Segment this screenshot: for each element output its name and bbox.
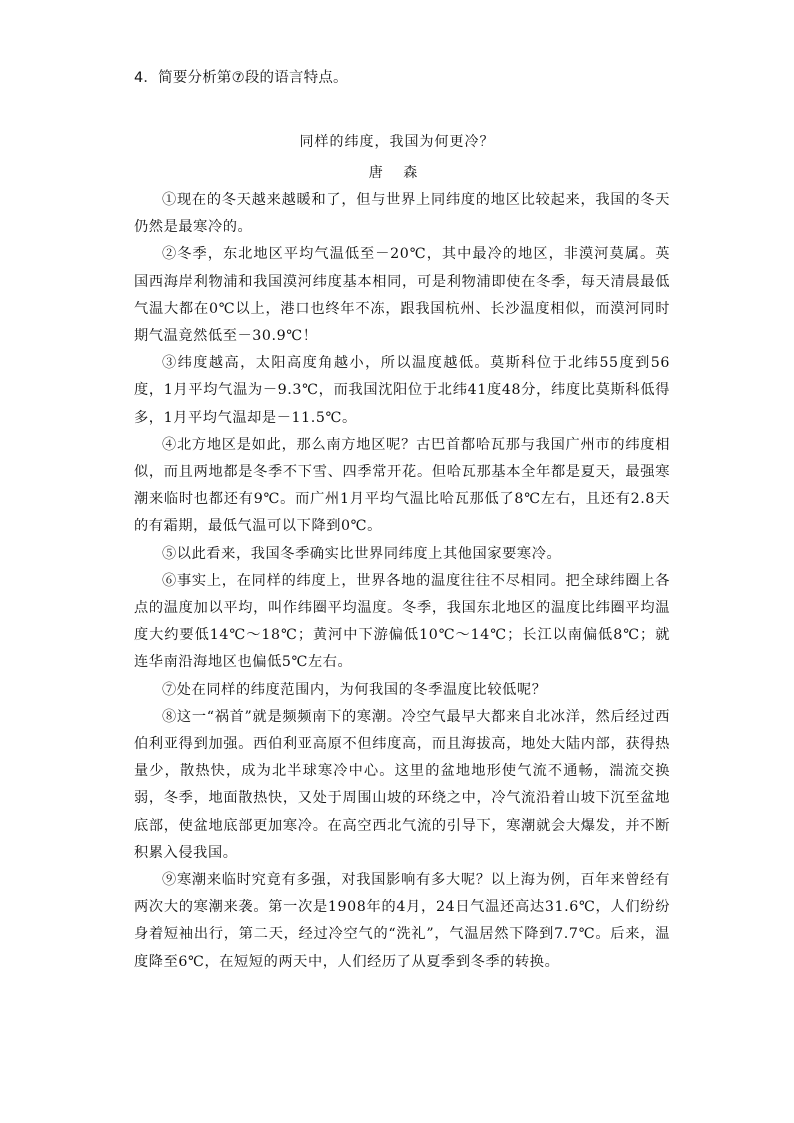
- paragraph-5: ⑤以此看来，我国冬季确实比世界同纬度上其他国家要寒冷。: [162, 545, 562, 562]
- paragraph-4: ④北方地区是如此，那么南方地区呢？古巴首都哈瓦那与我国广州市的纬度相似，而且两地都是冬季不下雪、四季常开花。但哈瓦那基本全年都是夏天，最强寒潮来临时也都还有9℃。而广州1月平均气温比哈瓦那低了8℃左右，且还有2.8天的有霜期，最低气温可以下降到0℃。: [134, 436, 670, 535]
- article-author: 唐 森: [368, 165, 426, 181]
- question-text: 4．简要分析第⑦段的语言特点。: [134, 70, 348, 86]
- paragraph-7: ⑦处在同样的纬度范围内，为何我国的冬季温度比较低呢？: [162, 681, 547, 698]
- paragraph-8: ⑧这一“祸首”就是频频南下的寒潮。冷空气最早大都来自北冰洋，然后经过西伯利亚得到加强。西伯利亚高原不但纬度高，而且海拔高，地处大陆内部，获得热量少，散热快，成为北半球寒冷中心。这里的盆地地形使气流不通畅，湍流交换弱，冬季，地面散热快，又处于周围山坡的环绕之中，冷气流沿着山坡下沉至盆地底部，使盆地底部更加寒冷。在高空西北气流的引导下，寒潮就会大爆发，并不断积累入侵我国。: [134, 708, 670, 861]
- paragraph-3: ③纬度越高，太阳高度角越小，所以温度越低。莫斯科位于北纬55度到56度，1月平均气温为－9.3℃，而我国沈阳位于北纬41度48分，纬度比莫斯科低得多，1月平均气温却是－11.5℃。: [134, 355, 670, 426]
- paragraph-1: ①现在的冬天越来越暖和了，但与世界上同纬度的地区比较起来，我国的冬天仍然是最寒冷的。: [134, 192, 670, 236]
- article-body: [134, 187, 670, 976]
- paragraph-9: ⑨寒潮来临时究竟有多强，对我国影响有多大呢？以上海为例，百年来曾经有两次大的寒潮来袭。第一次是1908年的4月，24日气温还高达31.6℃，人们纷纷身着短袖出行，第二天，经过冷空气的“洗礼”，气温居然下降到7.7℃。后来，温度降至6℃，在短短的两天中，人们经历了从夏季到冬季的转换。: [134, 872, 670, 970]
- paragraph-2: ②冬季，东北地区平均气温低至－20℃，其中最冷的地区，非漠河莫属。英国西海岸利物浦和我国漠河纬度基本相同，可是利物浦即使在冬季，每天清晨最低气温大都在0℃以上，港口也终年不冻，跟我国杭州、长沙温度相似，而漠河同时期气温竟然低至－30.9℃！: [134, 246, 670, 345]
- paragraph-6: ⑥事实上，在同样的纬度上，世界各地的温度往往不尽相同。把全球纬圈上各点的温度加以平均，叫作纬圈平均温度。冬季，我国东北地区的温度比纬圈平均温度大约要低14℃～18℃；黄河中下游偏低10℃～14℃；长江以南偏低8℃；就连华南沿海地区也偏低5℃左右。: [134, 572, 670, 671]
- article-title: 同样的纬度，我国为何更冷？: [299, 134, 495, 150]
